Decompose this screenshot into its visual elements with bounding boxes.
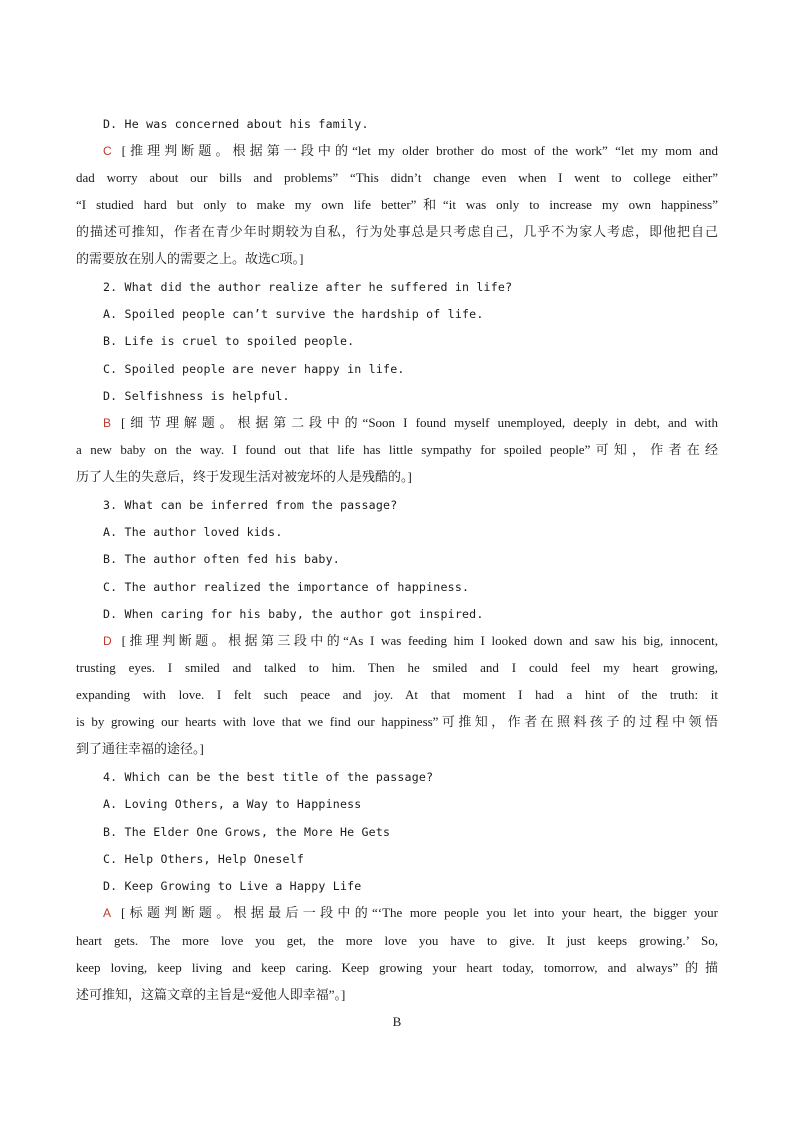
answer-letter-3: D (103, 634, 112, 648)
page-footer: B (392, 1014, 402, 1029)
explanation-line: trusting eyes. I smiled and talked to him. Then he smiled and I could feel my heart growing, (76, 660, 718, 675)
option-4c: C. Help Others, Help Oneself (103, 852, 305, 866)
question-3: 3. What can be inferred from the passage? (103, 498, 398, 512)
answer-letter-1: C (103, 144, 112, 158)
option-2c: C. Spoiled people are never happy in life. (103, 362, 405, 376)
explanation-line: “I studied hard but only to make my own life better”和“it was only to increase my own happiness” (76, 197, 718, 212)
explanation-line: expanding with love. I felt such peace and joy. At that moment I had a hint of the truth: it (76, 687, 718, 702)
answer-explanation-2 (103, 414, 718, 432)
explanation-line: 的需要放在别人的需要之上。故选C项。] (76, 251, 304, 266)
question-2: 2. What did the author realize after he suffered in life? (103, 280, 513, 294)
option-4b: B. The Elder One Grows, the More He Gets (103, 825, 391, 839)
answer-explanation-3 (103, 632, 718, 650)
option-2b: B. Life is cruel to spoiled people. (103, 334, 355, 348)
option-4d: D. Keep Growing to Live a Happy Life (103, 879, 362, 893)
explanation-text: [推理判断题。根据第三段中的“As I was feeding him I looked down and saw his big, innocent, (121, 633, 718, 648)
explanation-line: 历了人生的失意后，终于发现生活对被宠坏的人是残酷的。] (76, 469, 412, 484)
option-4a: A. Loving Others, a Way to Happiness (103, 797, 362, 811)
answer-explanation-1 (103, 142, 718, 160)
answer-explanation-4 (103, 904, 718, 922)
answer-letter-4: A (103, 906, 112, 920)
explanation-text: [推理判断题。根据第一段中的“let my older brother do most of the work” “let my mom and (121, 143, 718, 158)
option-1d: D. He was concerned about his family. (103, 117, 369, 131)
option-2d: D. Selfishness is helpful. (103, 389, 290, 403)
explanation-line: a new baby on the way. I found out that life has little sympathy for spoiled people”可知，作者在经 (76, 442, 718, 457)
option-3d: D. When caring for his baby, the author got inspired. (103, 607, 484, 621)
option-3c: C. The author realized the importance of happiness. (103, 580, 470, 594)
explanation-line: heart gets. The more love you get, the more love you have to give. It just keeps growing.’ So, (76, 933, 718, 948)
answer-letter-2: B (103, 416, 112, 430)
explanation-line: dad worry about our bills and problems” “This didn’t change even when I went to college either” (76, 170, 718, 185)
question-4: 4. Which can be the best title of the passage? (103, 770, 434, 784)
explanation-line: 到了通往幸福的途径。] (76, 741, 204, 756)
explanation-line: 述可推知，这篇文章的主旨是“爱他人即幸福”。] (76, 987, 346, 1002)
option-3a: A. The author loved kids. (103, 525, 283, 539)
explanation-line: keep loving, keep living and keep caring. Keep growing your heart today, tomorrow, and always”的描 (76, 960, 718, 975)
option-2a: A. Spoiled people can’t survive the hardship of life. (103, 307, 484, 321)
explanation-line: is by growing our hearts with love that we find our happiness”可推知，作者在照料孩子的过程中领悟 (76, 714, 718, 729)
option-3b: B. The author often fed his baby. (103, 552, 340, 566)
explanation-text: [细节理解题。根据第二段中的“Soon I found myself unemployed, deeply in debt, and with (121, 415, 718, 430)
explanation-text: [标题判断题。根据最后一段中的“‘The more people you let into your heart, the bigger your (121, 905, 718, 920)
explanation-line: 的描述可推知，作者在青少年时期较为自私，行为处事总是只考虑自己，几乎不为家人考虑，即他把自己 (76, 224, 718, 239)
